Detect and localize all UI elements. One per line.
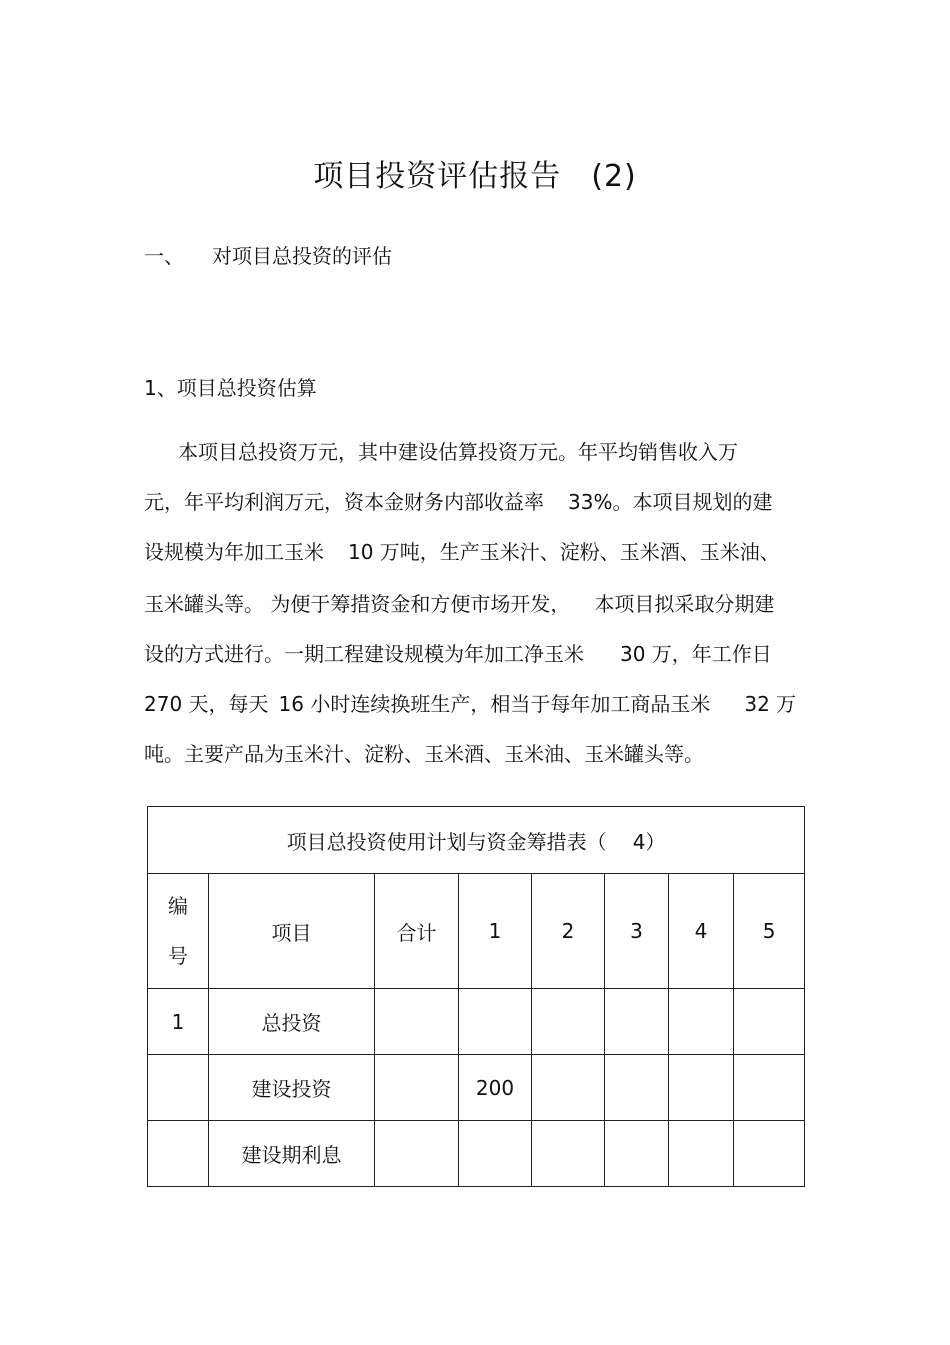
- paragraph-line: [178, 438, 848, 466]
- header-item: 项目: [209, 874, 375, 989]
- paragraph-text: 吨。主要产品为玉米汁、淀粉、玉米酒、玉米油、玉米罐头等。: [144, 742, 704, 766]
- paragraph-line: [144, 690, 814, 718]
- paragraph-text: 本项目总投资万元，其中建设估算投资万元。年平均销售收入万: [178, 440, 738, 464]
- table-caption-text: 项目总投资使用计划与资金筹措表（: [286, 829, 607, 854]
- cell-item: 建设投资: [209, 1055, 375, 1121]
- paragraph-line: [144, 740, 814, 768]
- cell-item: 建设期利息: [209, 1121, 375, 1187]
- cell-year-2: [532, 989, 605, 1055]
- cell-item: 总投资: [209, 989, 375, 1055]
- section-number: 一、: [144, 244, 184, 268]
- table-header-row: [148, 874, 805, 989]
- cell-year-1: [459, 989, 532, 1055]
- header-id-bottom: 号: [168, 944, 188, 968]
- cell-year-5: [734, 989, 805, 1055]
- paragraph-text: 本项目拟采取分期建: [594, 592, 775, 616]
- title-suffix: (2): [591, 159, 637, 194]
- cell-year-3: [605, 1055, 669, 1121]
- cell-year-4: [669, 1055, 734, 1121]
- header-year-4: 4: [669, 874, 734, 989]
- header-id: [148, 874, 209, 989]
- cell-id: 1: [148, 989, 209, 1055]
- subsection-heading: 1、项目总投资估算: [144, 376, 317, 400]
- table-caption: [148, 807, 805, 874]
- investment-table: [147, 806, 805, 1187]
- section-title: 对项目总投资的评估: [212, 244, 392, 268]
- paragraph-text: 270 天，每天: [144, 692, 269, 716]
- paragraph-text: 16 小时连续换班生产，相当于每年加工商品玉米: [278, 692, 711, 716]
- paragraph-line: [144, 538, 814, 566]
- header-year-5: 5: [734, 874, 805, 989]
- cell-year-3: [605, 1121, 669, 1187]
- paragraph-line: [144, 590, 814, 618]
- table-row: [148, 989, 805, 1055]
- paragraph-text: 10 万吨，生产玉米汁、淀粉、玉米酒、玉米油、: [348, 540, 780, 564]
- paragraph-text: 32 万: [744, 692, 797, 716]
- header-id-top: 编: [168, 894, 188, 918]
- header-year-3: 3: [605, 874, 669, 989]
- title-main: 项目投资评估报告: [313, 159, 562, 194]
- cell-id: [148, 1121, 209, 1187]
- paragraph-text: 设的方式进行。一期工程建设规模为年加工净玉米: [144, 642, 584, 666]
- paragraph-text: 30 万，年工作日: [620, 642, 772, 666]
- section-heading: [144, 242, 392, 270]
- cell-total: [375, 1055, 459, 1121]
- paragraph-text: 33%。本项目规划的建: [568, 490, 773, 514]
- cell-year-5: [734, 1055, 805, 1121]
- cell-year-5: [734, 1121, 805, 1187]
- header-year-1: 1: [459, 874, 532, 989]
- table-caption-number: 4）: [632, 829, 666, 854]
- page-title: [0, 157, 950, 197]
- cell-year-4: [669, 989, 734, 1055]
- cell-total: [375, 1121, 459, 1187]
- cell-year-2: [532, 1055, 605, 1121]
- table-row: [148, 1055, 805, 1121]
- header-total: 合计: [375, 874, 459, 989]
- paragraph-text: 玉米罐头等。 为便于筹措资金和方便市场开发，: [144, 592, 571, 616]
- cell-year-4: [669, 1121, 734, 1187]
- cell-year-1: 200: [459, 1055, 532, 1121]
- paragraph-line: [144, 640, 814, 668]
- cell-year-3: [605, 989, 669, 1055]
- cell-year-2: [532, 1121, 605, 1187]
- paragraph-text: 元，年平均利润万元，资本金财务内部收益率: [144, 490, 544, 514]
- paragraph-text: 设规模为年加工玉米: [144, 540, 324, 564]
- cell-year-1: [459, 1121, 532, 1187]
- cell-id: [148, 1055, 209, 1121]
- header-year-2: 2: [532, 874, 605, 989]
- cell-total: [375, 989, 459, 1055]
- paragraph-line: [144, 488, 814, 516]
- table-row: [148, 1121, 805, 1187]
